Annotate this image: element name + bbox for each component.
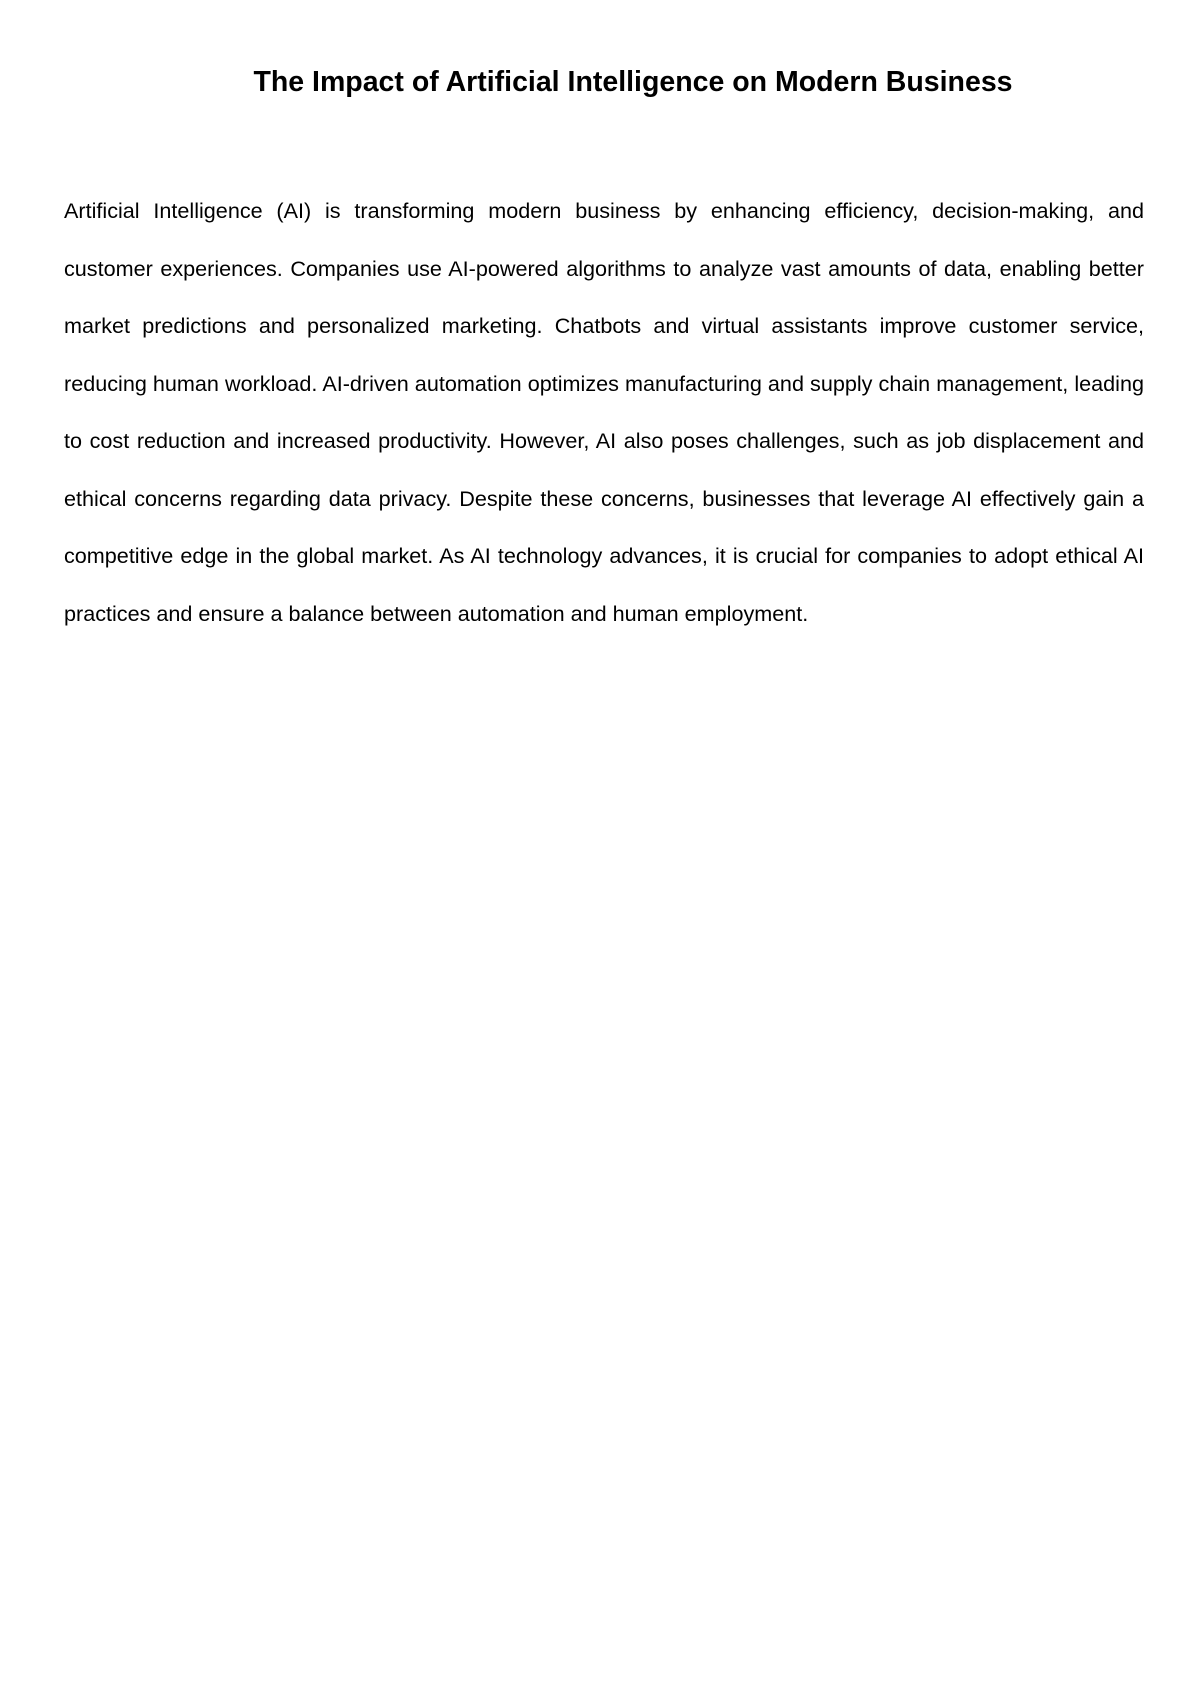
document-body-paragraph: Artificial Intelligence (AI) is transforming modern business by enhancing efficiency, decision-making, and customer experiences. Companies use AI-powered algorithms to analyze vast amounts of data, enabling better market predictions and personalized marketing. Chatbots and virtual assistants improve customer service, reducing human workload. AI-driven automation optimizes manufacturing and supply chain management, leading to cost reduction and increased productivity. However, AI also poses challenges, such as job displacement and ethical concerns regarding data privacy. Despite these concerns, businesses that leverage AI effectively gain a competitive edge in the global market. As AI technology advances, it is crucial for companies to adopt ethical AI practices and ensure a balance between automation and human employment. [64, 198, 1144, 626]
document-title: The Impact of Artificial Intelligence on Modern Business [253, 66, 1013, 98]
